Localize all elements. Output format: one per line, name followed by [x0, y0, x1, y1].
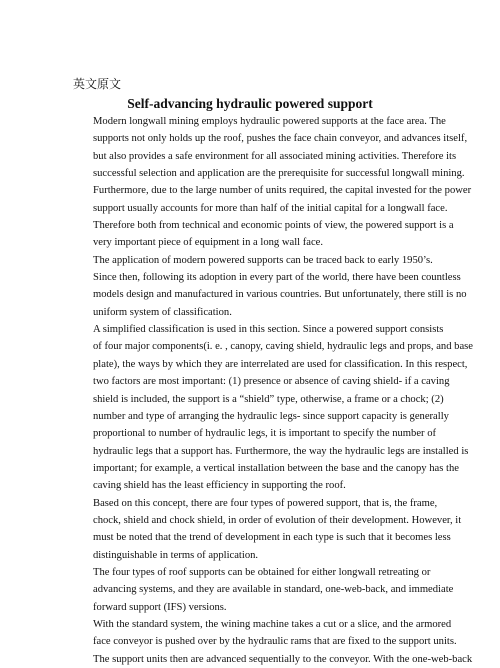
text-line: chock, shield and chock shield, in order of evolution of their development. However, it	[93, 514, 462, 526]
text-line: advancing systems, and they are available in standard, one-web-back, and immediate	[93, 584, 454, 596]
text-line: plate), the ways by which they are interrelated are used for classification. In this respect,	[93, 358, 468, 370]
text-line: successful selection and application are the prerequisite for successful longwall mining.	[93, 168, 465, 180]
paragraph	[72, 113, 472, 252]
text-line: The four types of roof supports can be obtained for either longwall retreating or	[93, 566, 431, 578]
text-line: models design and manufactured in various countries. But unfortunately, there still is no	[93, 289, 467, 301]
text-line: caving shield has the least efficiency in supporting the roof.	[93, 480, 346, 492]
text-line: supports not only holds up the roof, pushes the face chain conveyor, and advances itself,	[93, 133, 468, 145]
text-line: face conveyor is pushed over by the hydraulic rams that are fixed to the support units.	[93, 636, 457, 648]
text-line: but also provides a safe environment for all associated mining activities. Therefore its	[93, 150, 457, 162]
text-line: forward support (IFS) versions.	[93, 601, 227, 613]
text-line: A simplified classification is used in this section. Since a powered support consists	[93, 324, 444, 336]
text-line: The application of modern powered supports can be traced back to early 1950’s.	[93, 254, 433, 266]
paragraph	[72, 495, 462, 564]
paragraph	[72, 321, 473, 494]
text-line: With the standard system, the wining machine takes a cut or a slice, and the armored	[93, 618, 452, 630]
document-title: Self-advancing hydraulic powered support	[127, 96, 373, 111]
paragraph	[72, 252, 467, 321]
text-line: hydraulic legs that a support has. Furthermore, the way the hydraulic legs are installed is	[93, 445, 469, 457]
text-line: very important piece of equipment in a long wall face.	[93, 237, 324, 249]
text-line: important; for example, a vertical installation between the base and the canopy has the	[93, 462, 459, 474]
text-line: Since then, following its adoption in every part of the world, there have been countless	[93, 272, 461, 284]
text-line: two factors are most important: (1) presence or absence of caving shield- if a caving	[93, 376, 450, 388]
paragraph	[72, 616, 473, 668]
text-line: proportional to number of hydraulic legs, it is important to specify the number of	[93, 428, 437, 440]
text-line: Based on this concept, there are four types of powered support, that is, the frame,	[93, 497, 438, 509]
document-body	[72, 113, 473, 668]
text-line: Modern longwall mining employs hydraulic powered supports at the face area. The	[93, 116, 446, 127]
text-line: of four major components(i. e. , canopy, caving shield, hydraulic legs and props, and base	[93, 341, 473, 353]
text-line: The support units then are advanced sequentially to the conveyor. With the one-web-back	[93, 653, 473, 665]
text-line: shield is included, the support is a “shield” type, otherwise, a frame or a chock; (2)	[93, 393, 444, 405]
text-line: Therefore both from technical and economic points of view, the powered support is a	[93, 220, 454, 232]
text-line: number and type of arranging the hydraulic legs- since support capacity is generally	[93, 410, 449, 422]
section-label: 英文原文	[73, 77, 122, 91]
text-line: Furthermore, due to the large number of units required, the capital invested for the power	[93, 185, 472, 197]
text-line: must be noted that the trend of development in each type is such that it becomes less	[93, 532, 451, 544]
text-line: uniform system of classification.	[93, 306, 232, 318]
text-line: support usually accounts for more than half of the initial capital for a longwall face.	[93, 202, 448, 214]
text-line: distinguishable in terms of application.	[93, 549, 259, 561]
paragraph	[72, 564, 454, 616]
